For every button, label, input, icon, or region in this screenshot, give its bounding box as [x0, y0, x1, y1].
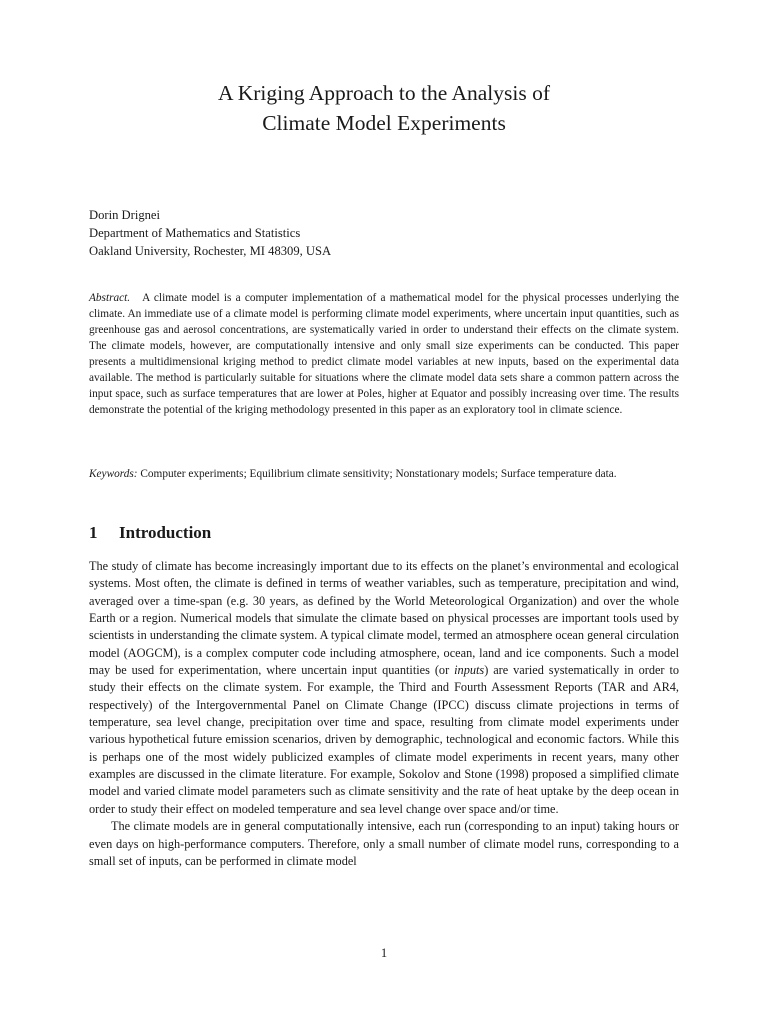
author-university: Oakland University, Rochester, MI 48309, USA [89, 244, 332, 258]
title-line-2: Climate Model Experiments [262, 111, 506, 135]
paragraph-2: The climate models are in general computationally intensive, each run (corresponding to an input) taking hours or even days on high-performance computers. Therefore, only a small number of climate model runs, corresponding to a small set of inputs, can be performed in climate model [89, 819, 679, 868]
abstract [89, 290, 679, 418]
keywords-text: Computer experiments; Equilibrium climate sensitivity; Nonstationary models; Surface temperature data. [140, 468, 617, 480]
author-block [89, 206, 331, 260]
section-title: Introduction [119, 523, 212, 542]
page-number: 1 [380, 946, 388, 960]
paragraph-1-part-b: ) are varied systematically in order to study their effects on the climate system. For example, the Third and Fourth Assessment Reports (TAR and AR4, respectively) of the Intergovernmental Panel on Climate Change (IPCC) discuss climate projections in terms of temperature, sea level change, precipitation over time and space, resulting from climate model experiments under various hypothetical future emission scenarios, driven by demographic, technological and economic factors. While this is perhaps one of the most widely publicized examples of climate model experiments in recent years, many other examples are discussed in the climate literature. For example, Sokolov and Stone (1998) proposed a simplified climate model and varied climate model parameters such as climate sensitivity and the rate of heat uptake by the deep ocean in order to study their effect on modeled temperature and sea level change over space and/or time. [89, 663, 680, 816]
author-name: Dorin Drignei [89, 208, 160, 222]
body-text [89, 558, 679, 870]
keywords-label: Keywords: [89, 468, 138, 480]
section-heading [89, 522, 211, 544]
title-line-1: A Kriging Approach to the Analysis of [217, 81, 551, 105]
abstract-label: Abstract. [89, 292, 131, 304]
keywords [89, 466, 679, 482]
author-department: Department of Mathematics and Statistics [89, 226, 301, 240]
abstract-text: A climate model is a computer implementation of a mathematical model for the physical processes underlying the climate. An immediate use of a climate model is performing climate model experiments, where uncertain input quantities, such as greenhouse gas and aerosol concentrations, are systematically varied in order to understand their effects on the climate system. The climate models, however, are computationally intensive and only small size experiments can be conducted. This paper presents a multidimensional kriging method to predict climate model variables at new inputs, based on the experimental data available. The method is particularly suitable for situations where the climate model data sets share a common pattern across the input space, such as surface temperatures that are lower at Poles, higher at Equator and possibly increasing over time. The results demonstrate the potential of the kriging methodology presented in this paper as an exploratory tool in climate science. [89, 292, 679, 416]
paragraph-1 [89, 558, 679, 818]
paragraph-1-italic: inputs [454, 663, 485, 678]
paragraph-1-part-a: The study of climate has become increasingly important due to its effects on the planet’s environmental and ecological systems. Most often, the climate is defined in terms of weather variables, such as temperature, precipitation and wind, averaged over a time-span (e.g. 30 years, as defined by the World Meteorological Organization) and over the whole Earth or a region. Numerical models that simulate the climate based on physical processes are important tools used by scientists in understanding the climate system. A typical climate model, termed an atmosphere ocean general circulation model (AOGCM), is a complex computer code including atmosphere, ocean, land and ice components. Such a model may be used for experimentation, where uncertain input quantities (or [89, 559, 679, 678]
paper-title [60, 78, 708, 138]
section-number: 1 [89, 523, 98, 542]
